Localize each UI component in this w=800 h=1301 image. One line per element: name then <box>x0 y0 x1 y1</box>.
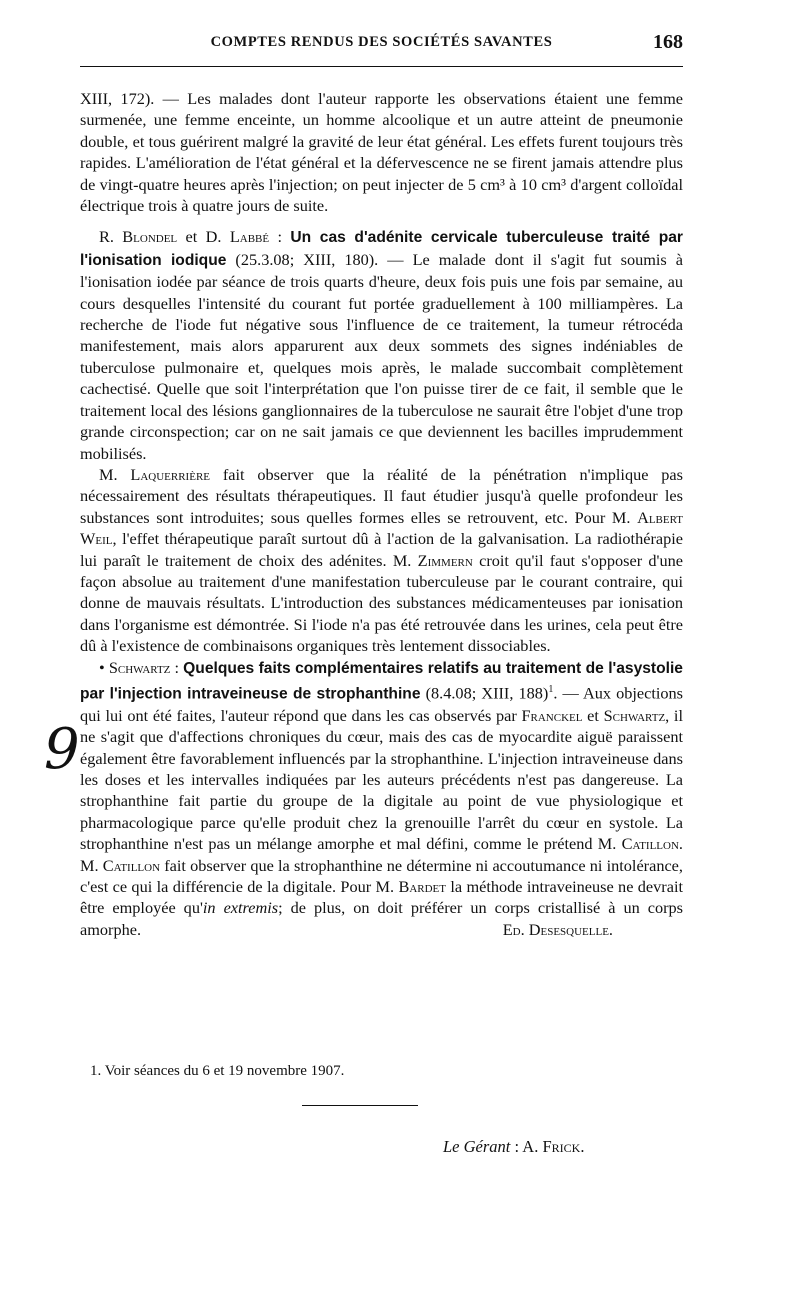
gerant-name: Frick. <box>542 1137 585 1156</box>
author-name: Labbé <box>229 227 270 247</box>
body-text <box>80 88 683 940</box>
footnote-marker: 1 <box>548 683 554 695</box>
article-title: Quelques faits complémentaires relatifs au traitement de l'asystolie par l'injection intraveineuse de strophanthine <box>80 659 683 703</box>
gerant-label: Le Gérant <box>443 1137 511 1156</box>
handwritten-margin-mark: 9 <box>44 717 80 782</box>
article-title: Un cas d'adénite cervicale tuberculeuse traité par l'ionisation iodique <box>80 229 683 269</box>
signature: Ed. Desesquelle. <box>502 919 613 939</box>
running-title: COMPTES RENDUS DES SOCIÉTÉS SAVANTES <box>210 34 553 50</box>
latin-phrase: in extremis <box>202 898 279 918</box>
header-rule <box>80 66 683 67</box>
paragraph-blondel-labbe: R. Blondel et D. Labbé : Un cas d'adénite cervicale tuberculeuse traité par l'ionisation iodique (25.3.08; XIII, 180). — Le malade dont il s'agit fut soumis à l'ionisation iodée par séance de trois quarts d'heure, deux fois puis une fois par semaine, au cours desquelles l'intensité du courant fut portée graduellement à 100 milliampères. La recherche de l'iode fut négative sous l'influence de ce traitement, la tumeur rétrocéda manifestement, mais alors apparurent aux deux sommets des signes indéniables de tuberculose pulmonaire et, quelques mois après, le malade succombait complètement cachectisé. Quelle que soit l'interprétation que l'on puisse tirer de ce fait, il semble que le traitement local des lésions ganglionnaires de la tuberculose ne saurait être l'objet d'une trop grande circonspection; car on ne sait jamais ce que deviennent les bacilles imprudemment mobilisés. <box>80 227 684 463</box>
author-name: Schwartz <box>603 705 666 725</box>
paragraph-schwartz: • Schwartz : Quelques faits complémentaires relatifs au traitement de l'asystolie par l'injection intraveineuse de strophanthine (8.4.08; XIII, 188)$^1$. — Aux objections qui lui ont été faites, l'auteur répond que dans les cas observés par Franckel et Schwartz, il ne s'agit que d'affections chroniques du cœur, mais des cas de myocardite aiguë paraissent également être favorablement influencés par la strophanthine. L'injection intraveineuse dans les doses et les intervalles indiquées par les auteurs précédents n'est pas dangereuse. La strophanthine fait partie du groupe de la digitale au point de vue physiologique et pharmacologique parce qu'elle produit chez la grenouille l'arrêt du cœur en systole. La strophanthine n'est pas un mélange amorphe et mal défini, comme le prétend M. Catillon. M. Catillon fait observer que la strophanthine ne détermine ni accoutumance ni intolérance, c'est ce qui la différencie de la digitale. Pour M. Bardet la méthode intraveineuse ne devrait être employée qu'in extremis; de plus, on doit préférer un corps cristallisé à un corps amorphe. Ed. Desesquelle. <box>80 657 684 939</box>
author-name: Franckel <box>521 705 583 725</box>
author-name: Blondel <box>122 227 178 247</box>
footnote: 1. Voir séances du 6 et 19 novembre 1907. <box>90 1063 345 1079</box>
author-name: Catillon <box>102 855 161 875</box>
closing-rule <box>302 1105 418 1106</box>
author-name: Zimmern <box>417 550 473 570</box>
author-name: Albert Weil <box>80 507 683 549</box>
page-number: 168 <box>653 31 683 53</box>
paragraph-continuation: XIII, 172). — Les malades dont l'auteur rapporte les observations étaient une femme surmenée, une femme enceinte, un homme alcoolique et un autre atteint de pneumonie double, et tous guérirent malgré la gravité de leur état général. Les effets furent toujours très rapides. L'amélioration de l'état général et la défervescence ne se firent jamais attendre plus de vingt-quatre heures après l'injection; on peut injecter de 5 cm³ à 10 cm³ d'argent colloïdal électrique trois à quatre jours de suite. <box>80 89 683 216</box>
publisher-line: Le Gérant : A. Frick. <box>443 1137 585 1156</box>
author-name: Bardet <box>398 877 446 897</box>
author-name: Laquerrière <box>130 464 210 484</box>
paragraph-discussion: M. Laquerrière fait observer que la réalité de la pénétration n'implique pas nécessairement des résultats thérapeutiques. Il faut étudier jusqu'à quelle profondeur les substances sont introduites; sous quelles formes elles se retrouvent, etc. Pour M. Albert Weil, l'effet thérapeutique paraît surtout dû à l'action de la galvanisation. La radiothérapie lui paraît le traitement de choix des adénites. M. Zimmern croit qu'il faut s'opposer d'une façon absolue au traitement d'une manifestation tuberculeuse par le courant contraire, qui donne de mauvais résultats. L'introduction des substances médicamenteuses par ionisation dans l'organisme est démontrée. Si l'iode n'a pas été retrouvée dans les urines, cela peut être dû à l'existence de combinaisons organiques très lentement dissociables. <box>80 464 683 656</box>
author-name: Catillon <box>621 834 679 854</box>
author-name: Schwartz <box>108 657 171 677</box>
